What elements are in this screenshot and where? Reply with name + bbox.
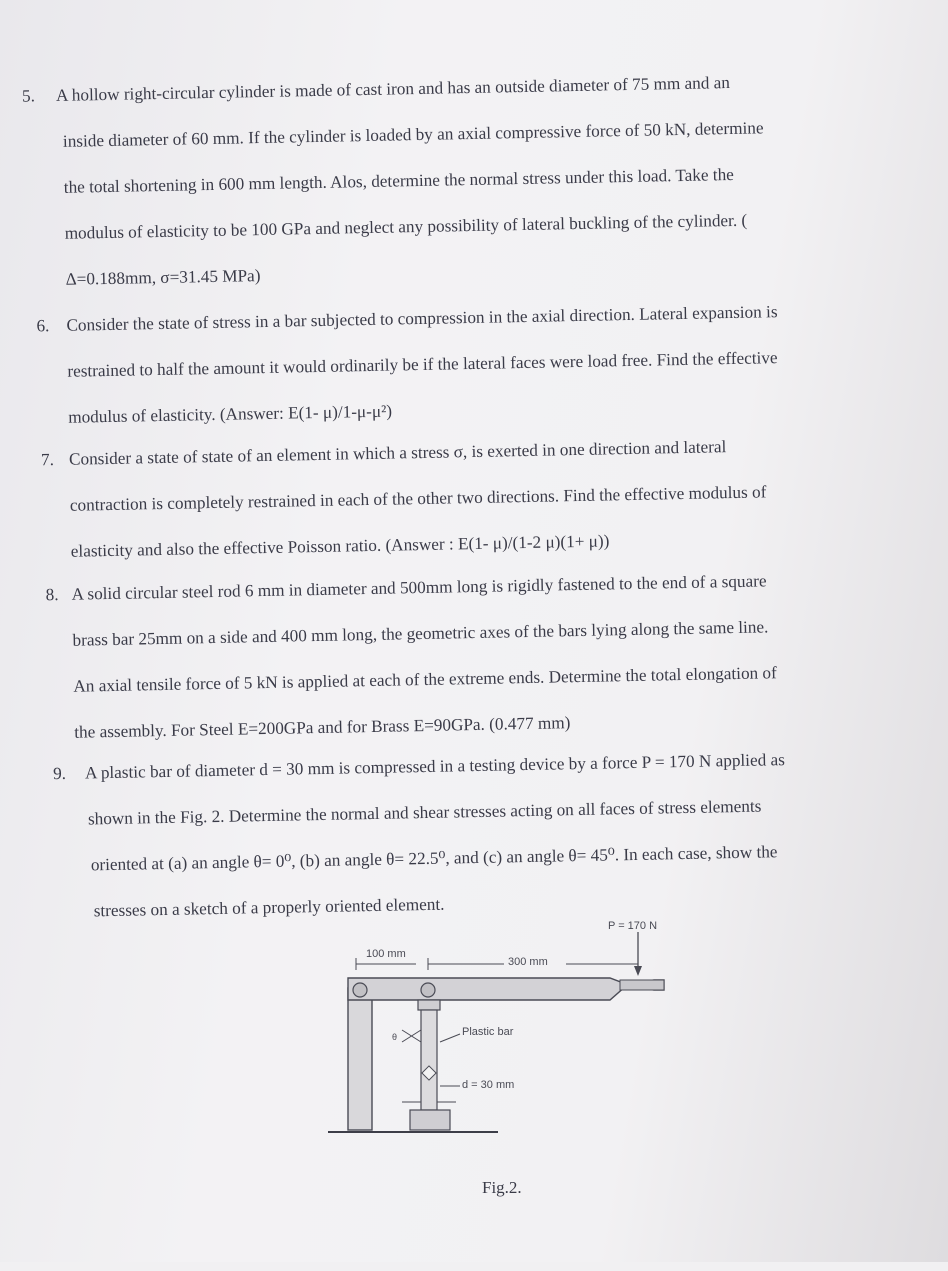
- left-pin: [353, 983, 367, 997]
- problem-text-line: elasticity and also the effective Poisson ratio. (Answer : E(1- μ)/(1-2 μ)(1+ μ)): [70, 531, 610, 561]
- middle-pin: [421, 983, 435, 997]
- problem-text-line: A hollow right-circular cylinder is made of cast iron and has an outside diameter of 75 mm and an: [55, 73, 731, 105]
- figure-caption: Fig.2.: [482, 1178, 522, 1197]
- problem-number: 5.: [21, 86, 36, 106]
- diameter-label: d = 30 mm: [462, 1079, 515, 1091]
- force-label: P = 170 N: [608, 920, 658, 932]
- plastic-bar: [421, 1010, 437, 1110]
- upper-clamp: [418, 1000, 440, 1010]
- problem-text-line: oriented at (a) an angle θ= 0⁰, (b) an angle θ= 22.5⁰, and (c) an angle θ= 45⁰. In each case, show the: [90, 842, 778, 875]
- problem-7: [29, 434, 899, 561]
- bar-label-leader: [440, 1034, 460, 1042]
- problem-text-line: the assembly. For Steel E=200GPa and for Brass E=90GPa. (0.477 mm): [74, 713, 571, 742]
- problem-text-line: Δ=0.188mm, σ=31.45 MPa): [65, 266, 261, 289]
- dimension-300mm-label: 300 mm: [508, 956, 548, 968]
- lever-arm: [348, 978, 664, 1000]
- lever-handle: [620, 980, 664, 990]
- problem-text-line: stresses on a sketch of a properly oriented element.: [93, 894, 445, 921]
- problem-text-line: An axial tensile force of 5 kN is applied at each of the extreme ends. Determine the total elongation of: [73, 663, 777, 696]
- problem-text-line: modulus of elasticity to be 100 GPa and neglect any possibility of lateral buckling of the cylinder. (: [64, 210, 748, 243]
- problem-text-line: A plastic bar of diameter d = 30 mm is compressed in a testing device by a force P = 170 N applied as: [84, 750, 786, 783]
- problem-text-line: modulus of elasticity. (Answer: E(1- μ)/1-μ-μ²): [68, 401, 393, 427]
- problem-text-line: Consider a state of state of an element in which a stress σ, is exerted in one direction and lateral: [68, 437, 727, 469]
- problem-9: [35, 748, 905, 921]
- force-arrow-head: [634, 966, 642, 976]
- problem-number: 6.: [36, 316, 50, 336]
- problem-text-line: contraction is completely restrained in each of the other two directions. Find the effective modulus of: [69, 482, 767, 515]
- problem-text-line: inside diameter of 60 mm. If the cylinder is loaded by an axial compressive force of 50 kN, determine: [62, 118, 764, 151]
- problem-number: 7.: [40, 450, 55, 470]
- problem-text-line: shown in the Fig. 2. Determine the normal and shear stresses acting on all faces of stress elements: [87, 796, 762, 829]
- problem-5: [21, 70, 892, 289]
- lower-base: [410, 1110, 450, 1130]
- plastic-bar-label: Plastic bar: [462, 1026, 514, 1038]
- figure-2-testing-device: [320, 910, 700, 1150]
- problem-text-line: brass bar 25mm on a side and 400 mm long, the geometric axes of the bars lying along the same line.: [72, 617, 769, 650]
- angle-label: θ: [392, 1032, 398, 1042]
- problem-number: 9.: [52, 763, 67, 784]
- problem-text-line: Consider the state of stress in a bar subjected to compression in the axial direction. Lateral expansion is: [66, 302, 778, 335]
- problem-number: 8.: [45, 584, 59, 605]
- problem-6: [26, 300, 896, 427]
- problem-text-line: A solid circular steel rod 6 mm in diameter and 500mm long is rigidly fastened to the end of a square: [71, 571, 767, 604]
- problem-text-line: restrained to half the amount it would ordinarily be if the lateral faces were load free. Find the effective: [67, 348, 778, 381]
- problem-text-line: the total shortening in 600 mm length. Alos, determine the normal stress under this load. Take the: [63, 164, 734, 197]
- left-support-post: [348, 988, 372, 1130]
- problem-8: [31, 569, 901, 742]
- dimension-100mm-label: 100 mm: [366, 948, 406, 960]
